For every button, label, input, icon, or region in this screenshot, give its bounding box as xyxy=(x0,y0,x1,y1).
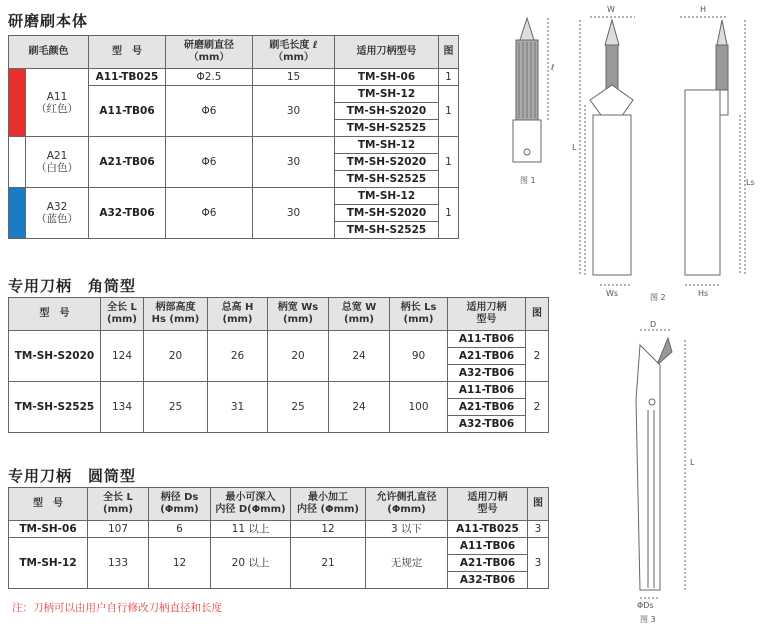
color-label: A32 （蓝色） xyxy=(26,188,89,239)
figure-cell: 1 xyxy=(439,188,459,239)
round-holder-title: 专用刀柄 圆筒型 xyxy=(8,467,137,485)
column-header: 刷毛颜色 xyxy=(9,36,89,69)
fig2-dim-hs: Hs xyxy=(698,289,709,298)
fig1-dim-l: ℓ xyxy=(551,63,555,72)
figure-cell: 1 xyxy=(439,69,459,86)
brush-body-title: 研磨刷本体 xyxy=(8,12,89,30)
value-cell: 134 xyxy=(101,382,144,433)
model-cell: A21-TB06 xyxy=(89,137,166,188)
fig3-dim-d: D xyxy=(650,320,657,329)
value-cell: 24 xyxy=(329,382,390,433)
diameter-cell: Φ6 xyxy=(166,188,253,239)
column-header: 图 xyxy=(439,36,459,69)
value-cell: 6 xyxy=(149,521,211,538)
figure-cell: 2 xyxy=(526,331,549,382)
figure-cell: 1 xyxy=(439,86,459,137)
column-header: 型 号 xyxy=(9,488,88,521)
holder-cell: TM-SH-12 xyxy=(335,188,439,205)
column-header: 型 号 xyxy=(89,36,166,69)
length-cell: 15 xyxy=(253,69,335,86)
column-header: 柄部高度 Hs (mm) xyxy=(144,298,208,331)
value-cell: 31 xyxy=(208,382,268,433)
column-header: 图 xyxy=(526,298,549,331)
figure-cell: 3 xyxy=(528,521,549,538)
holder-cell: A11-TB06 xyxy=(448,382,526,399)
value-cell: 25 xyxy=(144,382,208,433)
model-cell: A11-TB06 xyxy=(89,86,166,137)
holder-cell: TM-SH-S2020 xyxy=(335,205,439,222)
column-header: 刷毛长度 ℓ （mm） xyxy=(253,36,335,69)
fig2-dim-h: H xyxy=(700,5,707,14)
length-cell: 30 xyxy=(253,188,335,239)
value-cell: 12 xyxy=(291,521,366,538)
holder-cell: TM-SH-06 xyxy=(335,69,439,86)
fig3-dim-l: L xyxy=(690,458,695,467)
holder-cell: A11-TB025 xyxy=(448,521,528,538)
color-label: A21 （白色） xyxy=(26,137,89,188)
figure-3-drawing xyxy=(636,330,685,598)
value-cell: 133 xyxy=(88,538,149,589)
fig2-dim-ws: Ws xyxy=(606,289,619,298)
value-cell: 24 xyxy=(329,331,390,382)
column-header: 适用刀柄型号 xyxy=(335,36,439,69)
column-header: 总宽 W (mm) xyxy=(329,298,390,331)
color-label: A11 （红色） xyxy=(26,69,89,137)
diameter-cell: Φ6 xyxy=(166,86,253,137)
holder-cell: TM-SH-12 xyxy=(335,86,439,103)
holder-cell: TM-SH-S2525 xyxy=(335,222,439,239)
value-cell: 12 xyxy=(149,538,211,589)
column-header: 总高 H (mm) xyxy=(208,298,268,331)
model-cell: A32-TB06 xyxy=(89,188,166,239)
value-cell: 124 xyxy=(101,331,144,382)
value-cell: 3 以下 xyxy=(366,521,448,538)
length-cell: 30 xyxy=(253,137,335,188)
column-header: 型 号 xyxy=(9,298,101,331)
fig3-caption: 图 3 xyxy=(640,615,656,624)
holder-cell: TM-SH-12 xyxy=(335,137,439,154)
holder-cell: A32-TB06 xyxy=(448,572,528,589)
column-header: 柄宽 Ws (mm) xyxy=(268,298,329,331)
value-cell: 20 xyxy=(268,331,329,382)
holder-cell: A32-TB06 xyxy=(448,365,526,382)
value-cell: 107 xyxy=(88,521,149,538)
column-header: 全长 L (mm) xyxy=(88,488,149,521)
column-header: 适用刀柄 型号 xyxy=(448,488,528,521)
column-header: 适用刀柄 型号 xyxy=(448,298,526,331)
figure-1-drawing xyxy=(513,18,548,162)
figure-cell: 2 xyxy=(526,382,549,433)
value-cell: 11 以上 xyxy=(211,521,291,538)
diameter-cell: Φ6 xyxy=(166,137,253,188)
column-header: 最小可深入 内径 D(Φmm) xyxy=(211,488,291,521)
fig2-dim-l: L xyxy=(572,143,577,152)
value-cell: 20 xyxy=(144,331,208,382)
footnote: 注：刀柄可以由用户自行修改刀柄直径和长度 xyxy=(12,602,222,614)
holder-cell: TM-SH-S2020 xyxy=(335,154,439,171)
holder-cell: A21-TB06 xyxy=(448,399,526,416)
column-header: 允许侧孔直径 (Φmm) xyxy=(366,488,448,521)
holder-cell: A11-TB06 xyxy=(448,538,528,555)
holder-cell: A32-TB06 xyxy=(448,416,526,433)
model-cell: A11-TB025 xyxy=(89,69,166,86)
length-cell: 30 xyxy=(253,86,335,137)
fig1-caption: 图 1 xyxy=(520,176,536,185)
column-header: 柄径 Ds (Φmm) xyxy=(149,488,211,521)
holder-cell: TM-SH-S2020 xyxy=(335,103,439,120)
holder-cell: A11-TB06 xyxy=(448,331,526,348)
model-cell: TM-SH-S2525 xyxy=(9,382,101,433)
fig3-dim-ds: ΦDs xyxy=(637,601,654,610)
column-header: 全长 L (mm) xyxy=(101,298,144,331)
model-cell: TM-SH-12 xyxy=(9,538,88,589)
value-cell: 无规定 xyxy=(366,538,448,589)
square-holder-title: 专用刀柄 角筒型 xyxy=(8,277,137,295)
value-cell: 20 以上 xyxy=(211,538,291,589)
value-cell: 25 xyxy=(268,382,329,433)
column-header: 研磨刷直径 （mm） xyxy=(166,36,253,69)
figure-cell: 1 xyxy=(439,137,459,188)
diameter-cell: Φ2.5 xyxy=(166,69,253,86)
fig2-dim-ls: Ls xyxy=(746,178,755,187)
figure-2-drawing xyxy=(580,17,745,285)
column-header: 最小加工 内径 (Φmm) xyxy=(291,488,366,521)
model-cell: TM-SH-06 xyxy=(9,521,88,538)
column-header: 图 xyxy=(528,488,549,521)
value-cell: 90 xyxy=(390,331,448,382)
holder-cell: A21-TB06 xyxy=(448,348,526,365)
value-cell: 26 xyxy=(208,331,268,382)
fig2-caption: 图 2 xyxy=(650,293,666,302)
holder-cell: A21-TB06 xyxy=(448,555,528,572)
fig2-dim-w: W xyxy=(607,5,615,14)
column-header: 柄长 Ls (mm) xyxy=(390,298,448,331)
value-cell: 100 xyxy=(390,382,448,433)
holder-cell: TM-SH-S2525 xyxy=(335,171,439,188)
figure-cell: 3 xyxy=(528,538,549,589)
value-cell: 21 xyxy=(291,538,366,589)
holder-cell: TM-SH-S2525 xyxy=(335,120,439,137)
model-cell: TM-SH-S2020 xyxy=(9,331,101,382)
